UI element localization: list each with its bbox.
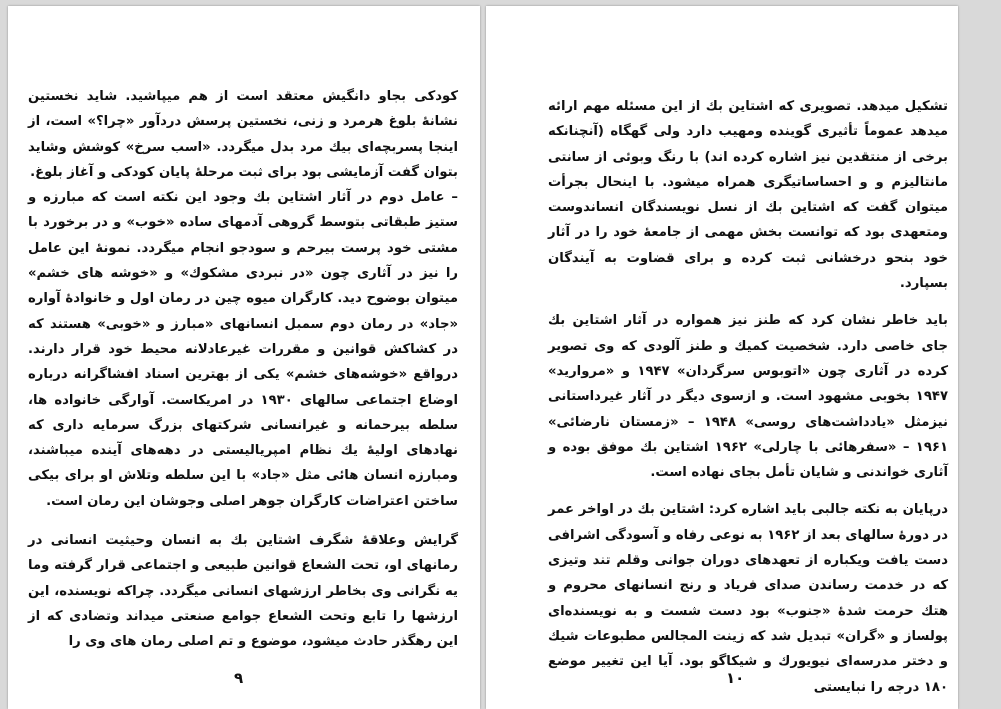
page-10 — [486, 6, 958, 709]
paragraph: درپایان به نکته جالبی باید اشاره کرد: اشتاین بك در اواخر عمر در دورهٔ سالهای بعد از ۱۹۶۲ به نوعی رفاه و آسودگی اشرافی دست یافت ویکباره از تعهدهای دوران جوانی وقلم تند وتیزی که در خدمت رساندن صدای فریاد و رنج انسانهای محروم و هتك حرمت شدهٔ «جنوب» بود دست شست و به نویسنده‌ای پولساز و «گران» تبدیل شد که زینت المجالس مطبوعات شیك و دختر مدرسه‌ای نیویورك و شیکاگو بود. آیا این تغییر موضع ۱۸۰ درجه را نبایستی — [548, 502, 949, 695]
paragraph: – عامل دوم در آثار اشتاین بك وجود این نکته است که مبارزه و ستیز طبقاتی بتوسط گروهی آدمهای ساده «خوب» و در برخورد با مشتی خود پرست بیرحم و سودجو انجام میگردد. نمونهٔ این عامل را نیز در آثاری چون «در نبردی مشکوك» و «خوشه های خشم» میتوان بوضوح دید. کارگران میوه چین در رمان اول و خانوادهٔ آواره «جاد» در رمان دوم سمبل انسانهای «مبارز و «خوبی» هستند که در کشاکش قوانین و مقررات غیرعادلانه محیط خود قرار دارند. درواقع «خوشه‌های خشم» یکی از بهترین اسناد افشاگرانه درباره اوضاع اجتماعی سالهای ۱۹۳۰ در امریکاست. آوارگی خانواده ها، سلطه بیرحمانه و غیرانسانی شرکتهای بزرگ سرمایه داری که نهادهای اولیهٔ یك نظام امپریالیستی در دهه‌های آینده میباشند، ومبارزه انسان هائی مثل «جاد» با این سلطه وتلاش او برای بیکی ساختن اعتراضات کارگران جوهر اصلی وجوشان این رمان است. — [28, 190, 458, 509]
paragraph: گرایش وعلاقهٔ شگرف اشتاین بك به انسان وحیثیت انسانی در رمانهای او، تحت الشعاع قوانین طبیعی و اجتماعی قرار گرفته وما یه نگرانی وی بخاطر ارزشهای انسانی میگردد. چراکه نویسنده، این ارزشها را تابع وتحت الشعاع جوامع صنعتی میداند وتضادی که از این رهگذر حادث میشود، موضوع و تم اصلی رمان های وی را — [28, 533, 458, 650]
paragraph: باید خاطر نشان کرد که طنز نیز همواره در آثار اشتاین بك جای خاصی دارد. شخصیت کمیك و طنز آلودی که وی تصویر کرده در آثاری چون «اتوبوس سرگردان» ۱۹۴۷ و «مروارید» ۱۹۴۷ بخوبی مشهود است. و ازسوی دیگر در آثار غیرداستانی نیزمثل «یادداشت‌های روسی» ۱۹۴۸ – «زمستان نارضائی» ۱۹۶۱ – «سفرهائی با چارلی» ۱۹۶۲ اشتاین بك موفق بوده و آثاری خواندنی و شایان تأمل بجای نهاده است. — [548, 313, 949, 481]
paragraph: کودکی بجاو دانگیش معتقد است از هم میپاشید. شاید نخستین نشانهٔ بلوغ هرمرد و زنی، نخستین پرسش دردآور «چرا؟» است، از اینجا پسربچه‌ای بیك مرد بدل میگردد. «اسب سرخ» کوشش وشاید بتوان گفت آزمایشی بود برای ثبت مرحلهٔ پایان کودکی و آغاز بلوغ. — [28, 89, 458, 180]
page-number: ۹ — [234, 669, 244, 687]
paragraph: تشکیل میدهد. تصویری که اشتاین بك از این مسئله مهم ارائه میدهد عموماً تأثیری گوینده ومهیب دارد ولی گهگاه (آنچنانکه برخی از منتقدین نیز اشاره کرده اند) با رنگ وبوئی از سانتی مانتالیزم و و احساساتیگری همراه میشود. با اینحال بجرأت میتوان گفت که اشتاین بك از نسل نویسندگان انساندوست ومتعهدی بود که توانست بخش مهمی از جامعهٔ خود را در آثار خود بنحو درخشانی ثبت کرده و برای قضاوت به آیندگان بسپارد. — [548, 99, 948, 292]
page-number: ۱۰ — [726, 669, 745, 687]
page-text — [28, 84, 458, 655]
page-text — [548, 94, 948, 700]
page-9 — [8, 6, 480, 709]
